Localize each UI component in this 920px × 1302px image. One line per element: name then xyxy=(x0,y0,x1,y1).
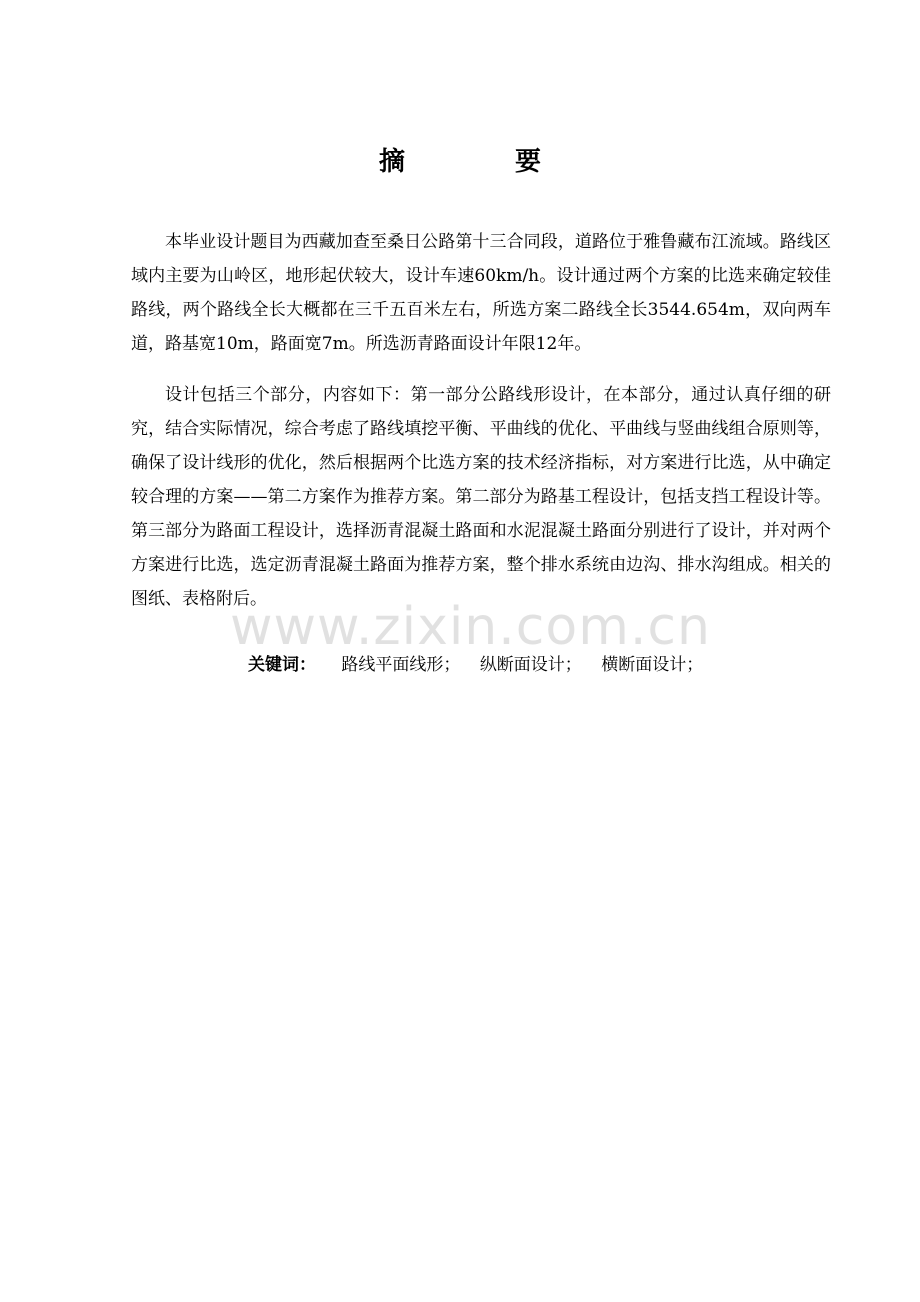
keyword-item: 横断面设计； xyxy=(601,655,704,675)
keyword-item: 纵断面设计； xyxy=(479,655,582,675)
keywords-label: 关键词： xyxy=(248,655,316,675)
abstract-paragraph-1: 本毕业设计题目为西藏加查至桑日公路第十三合同段，道路位于雅鲁藏布江流域。路线区域内主要为山岭区，地形起伏较大，设计车速60km/h。设计通过两个方案的比选来确定较佳路线，两个路线全长大概都在三千五百米左右，所选方案二路线全长3544.654m，双向两车道，路基宽10m，路面宽7m。所选沥青路面设计年限12年。 xyxy=(131,232,831,354)
abstract-paragraph-2: 设计包括三个部分，内容如下：第一部分公路线形设计，在本部分，通过认真仔细的研究，结合实际情况，综合考虑了路线填挖平衡、平曲线的优化、平曲线与竖曲线组合原则等，确保了设计线形的优化，然后根据两个比选方案的技术经济指标，对方案进行比选，从中确定较合理的方案——第二方案作为推荐方案。第二部分为路基工程设计，包括支挡工程设计等。第三部分为路面工程设计，选择沥青混凝土路面和水泥混凝土路面分别进行了设计，并对两个方案进行比选，选定沥青混凝土路面为推荐方案，整个排水系统由边沟、排水沟组成。相关的图纸、表格附后。 xyxy=(131,385,831,609)
keywords-line xyxy=(248,648,717,682)
watermark-text: www.zixin.com.cn xyxy=(230,597,711,657)
keyword-item: 路线平面线形； xyxy=(341,655,461,675)
page-title: 摘 要 xyxy=(378,147,583,177)
